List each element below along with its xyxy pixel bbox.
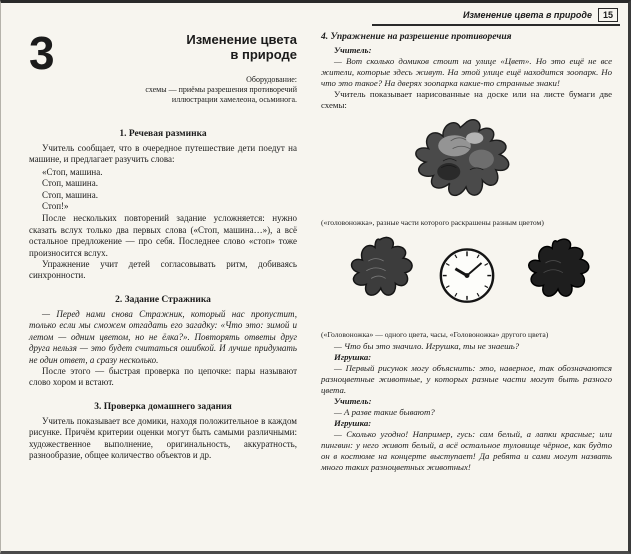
- section-2-paragraph: После этого — быстрая проверка по цепочке: пары называют слово хором и встают.: [29, 365, 297, 388]
- chant-line: Стоп, машина.: [42, 178, 98, 189]
- section-2-heading: 2. Задание Стражника: [115, 294, 211, 305]
- page-header: [1, 3, 628, 26]
- chapter-number: 3: [29, 27, 55, 79]
- teacher-speaker-label: Учитель:: [334, 45, 372, 55]
- section-3-heading: 3. Проверка домашнего задания: [94, 401, 232, 412]
- chant-line: «Стоп, машина.: [42, 166, 103, 177]
- chant-block: [29, 167, 297, 213]
- chant-line: Стоп, машина.: [42, 189, 98, 200]
- section-1-paragraph: Учитель сообщает, что в очередное путешествие дети поедут на машине, и предлагает разучить слова:: [29, 143, 297, 165]
- figure-2: [321, 232, 612, 339]
- running-head: [372, 8, 620, 26]
- chant-line: Стоп!»: [42, 201, 69, 212]
- teacher-speaker-label: Учитель:: [334, 396, 372, 407]
- figure-2-drawing: [334, 232, 600, 329]
- section-4-heading: 4. Упражнение на разрешение противоречия: [321, 32, 512, 42]
- section-3-paragraph: Учитель показывает все домики, находя положительное в каждом рисунке. Причём критерии оценки могут быть самыми различными: художественное выполнение, оригинальность, аккуратность, разнообразие, общее количество объектов и др.: [29, 415, 297, 460]
- teacher-speech-paragraph: — А разве такие бывают?: [334, 407, 435, 418]
- equipment-label: Оборудование:: [246, 75, 297, 84]
- teacher-speech-paragraph: — Что бы это значило. Игрушка, ты не знаешь?: [334, 341, 520, 352]
- clock-icon: [440, 250, 492, 302]
- page-title-line1: Изменение цвета: [186, 32, 297, 47]
- running-title: Изменение цвета в природе: [462, 10, 592, 20]
- multicolor-blob-creature-icon: [393, 116, 541, 217]
- teacher-speech-paragraph: — Вот сколько домиков стоит на улице «Цвет». Но это ещё не все жители, которые здесь живут. На этой улице ещё находится зоопарк. Но что это такое? На дверях зоопарка какие-то странные знаки!: [321, 56, 612, 88]
- toy-speaker-label: Игрушка:: [334, 352, 372, 363]
- toy-speaker-label: Игрушка:: [334, 418, 372, 429]
- page-title-line2: в природе: [230, 47, 297, 62]
- chapter-intro: [29, 27, 297, 105]
- equipment-line1: схемы — приёмы разрешения противоречий: [145, 85, 297, 94]
- narration-paragraph: Учитель показывает нарисованные на доске или на листе бумаги две схемы:: [321, 89, 612, 110]
- two-column-layout: [1, 26, 628, 473]
- section-1-heading: 1. Речевая разминка: [119, 129, 207, 139]
- toy-speech-paragraph: — Первый рисунок могу объяснить: это, наверное, так обозначаются разноцветные животные, у которых разные части могут быть разного цвета.: [321, 363, 612, 396]
- guard-speech-paragraph: — Перед нами снова Стражник, который нас пропустит, только если мы сможем отгадать его загадку: «Что это: зимой и летом — одним цветом, но не ёлка?». Повторять ответы друг друга нельзя — это будет считаться ошибкой. И лучше придумать не один ответ, а сразу несколько.: [29, 308, 297, 365]
- column-right: [321, 30, 612, 473]
- title-block: [55, 32, 297, 105]
- toy-speech-paragraph: — Сколько угодно! Например, гусь: сам белый, а лапки красные; или пингвин: у него живот белый, а всё остальное туловище чёрное, как будто он в костюме на концерте выступает! Да ребята и сами могут назвать много таких разноцветных животных!: [321, 429, 612, 473]
- column-left: [29, 27, 297, 473]
- equipment-block: [55, 75, 297, 105]
- figure-1-caption: («головоножка», разные части которого раскрашены разным цветом): [321, 218, 544, 227]
- page-number-badge: 15: [598, 8, 618, 22]
- figure-1: [321, 116, 612, 227]
- gray-blob-creature-icon: [351, 238, 412, 296]
- equipment-line2: иллюстрации хамелеона, осьминога.: [171, 95, 297, 104]
- figure-2-caption: («Головоножка» — одного цвета, часы, «Головоножка» другого цвета): [321, 330, 549, 340]
- section-1-paragraph: Упражнение учит детей согласовывать ритм, добиваясь синхронности.: [29, 259, 297, 281]
- dark-blob-creature-icon: [528, 239, 588, 296]
- section-1-paragraph: После нескольких повторений задание усложняется: нужно сказать вслух только два первых слова («Стоп, машина…»), а всё остальное предложение — про себя. Последнее слово «стоп» тоже произносится вслух.: [29, 213, 297, 258]
